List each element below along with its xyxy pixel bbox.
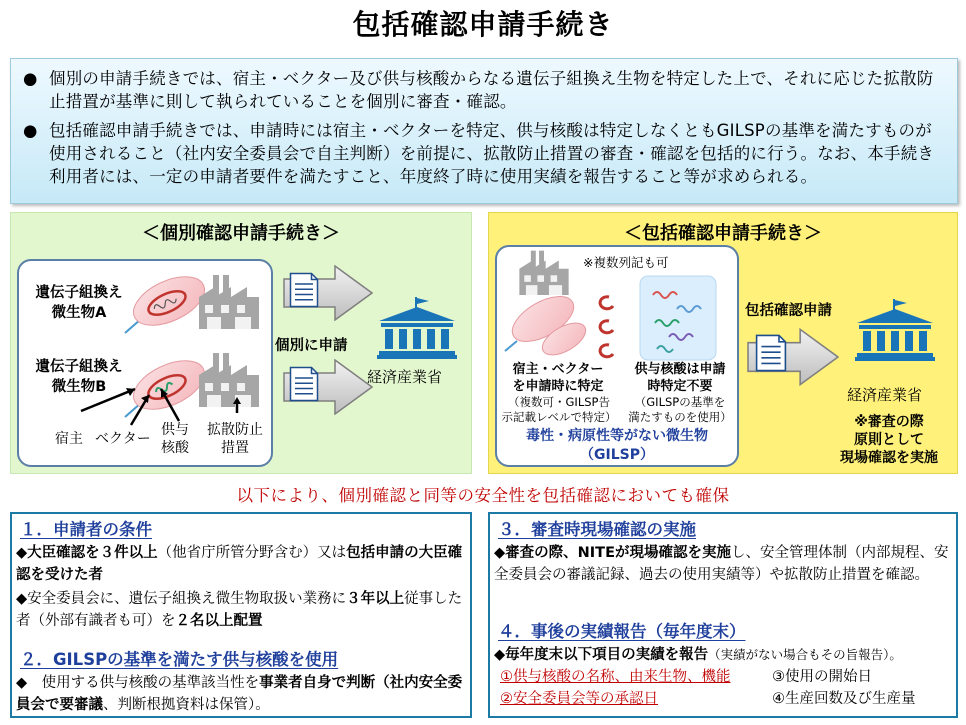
report-item-2 xyxy=(500,688,658,710)
s2-i1-normal2: 、判断根拠資料は保管）。 xyxy=(103,697,270,713)
note-line2: 原則として xyxy=(854,432,924,448)
gilsp-line2: （GILSP） xyxy=(580,447,654,463)
document-icon xyxy=(289,271,319,309)
gilsp-label xyxy=(495,427,739,465)
organism-b-line2: 微生物B xyxy=(51,379,107,395)
donor-line2: 核酸 xyxy=(161,440,189,456)
s4-i1-small: （実績がない場合もその旨報告）。 xyxy=(708,647,902,662)
containment-label xyxy=(207,421,263,457)
comprehensive-heading: ＜包括確認申請手続き＞ xyxy=(624,223,822,244)
s4-i1-bold: ◆毎年度末以下項目の実績を報告 xyxy=(494,647,709,663)
donor-sub2: 満たすものを使用） xyxy=(628,410,732,424)
individual-procedure-panel xyxy=(10,212,472,474)
containment-line1: 拡散防止 xyxy=(207,422,263,438)
individual-heading: ＜個別確認申請手続き＞ xyxy=(142,223,340,244)
donor-sub1: （GILSPの基準を xyxy=(634,395,726,409)
section-4-body xyxy=(494,644,952,666)
bullet-icon: ● xyxy=(23,69,38,88)
s2-i1-bold: 事業者自身で判断（社内安全委員会で要審議 xyxy=(16,675,463,713)
section-4-title: ４．事後の実績報告（毎年度末） xyxy=(498,622,746,641)
s1-i2-bold2: ２名以上配置 xyxy=(175,613,263,629)
s1-i1-bold2: 包括申請の大臣確認を受けた者 xyxy=(16,545,463,583)
report-item-2-text: ②安全委員会等の承認日 xyxy=(500,691,658,707)
ministry-label: 経済産業省 xyxy=(847,386,923,404)
s1-i1-bold: ◆大臣確認を３件以上 xyxy=(16,545,158,561)
intro-box xyxy=(10,58,958,204)
containment-line2: 措置 xyxy=(221,440,249,456)
onsite-check-note xyxy=(825,413,953,467)
intro-item-2 xyxy=(23,119,947,188)
host-vector-label xyxy=(503,361,613,395)
ministry-building-icon xyxy=(855,299,935,361)
host-vector-sub xyxy=(497,395,621,425)
donor-line1: 供与 xyxy=(161,422,189,438)
report-item-3: ③使用の開始日 xyxy=(772,669,872,685)
s1-i2-normal2: 従事した者（外部有識者も可）を xyxy=(16,591,463,629)
note-line1: ※審査の際 xyxy=(854,414,924,430)
vector-label: ベクター xyxy=(95,431,151,447)
donor-nr-line2: 時特定不要 xyxy=(647,379,713,394)
report-item-1-text: ①供与核酸の名称、由来生物、機能 xyxy=(500,669,731,685)
intro-text-2: 包括確認申請手続きでは、申請時には宿主・ベクターを特定、供与核酸は特定しなくともGILSPの基準を満たすものが使用されること（社内安全委員会で自主判断）を前提に、拡散防止措置の審査・確認を包括的に行う。なお、本手続き利用者には、一定の申請者要件を満たすこと、年度終了時に使用実績を報告すること等が求められる。 xyxy=(49,121,935,186)
intro-item-1 xyxy=(23,67,947,113)
bullet-icon: ● xyxy=(23,121,38,140)
s2-i1-normal: ◆ 使用する供与核酸の基準該当性を xyxy=(16,675,260,691)
section-3-title: ３．審査時現場確認の実施 xyxy=(498,520,696,539)
host-vector-line2: を申請時に特定 xyxy=(512,379,604,394)
s1-i1-normal: （他省庁所管分野含む）又は xyxy=(157,545,347,561)
section-1-item-2 xyxy=(16,588,466,632)
document-icon xyxy=(289,365,319,403)
gilsp-line1: 毒性・病原性等がない微生物 xyxy=(526,428,708,444)
safety-tagline: 以下により、個別確認と同等の安全性を包括確認においても確保 xyxy=(236,486,730,505)
intro-text-1: 個別の申請手続きでは、宿主・ベクター及び供与核酸からなる遺伝子組換え生物を特定した上で、それに応じた拡散防止措置が基準に則して執られていることを個別に審査・確認。 xyxy=(49,69,934,111)
report-item-1 xyxy=(500,666,731,688)
section-2-item-1 xyxy=(16,672,466,716)
s1-i2-normal: ◆安全委員会に、遺伝子組換え微生物取扱い業務に xyxy=(16,591,347,607)
donor-not-required-label xyxy=(625,361,735,395)
section-1-title: １．申請者の条件 xyxy=(20,520,152,539)
microbe-host-icon xyxy=(537,317,591,361)
note-line3: 現場確認を実施 xyxy=(840,450,938,466)
dna-fragments-icon xyxy=(639,275,717,361)
section-2-title: ２．GILSPの基準を満たす供与核酸を使用 xyxy=(20,650,339,669)
donor-sub xyxy=(623,395,737,425)
s1-i2-bold: ３年以上 xyxy=(346,591,405,607)
vector-rings-icon xyxy=(589,291,619,363)
donor-nr-line1: 供与核酸は申請 xyxy=(634,362,726,377)
comprehensive-apply-label: 包括確認申請 xyxy=(745,303,832,319)
report-item-4: ④生産回数及び生産量 xyxy=(772,691,916,707)
organism-a-line2: 微生物A xyxy=(51,305,107,321)
ministry-label: 経済産業省 xyxy=(367,368,443,386)
host-vector-sub1: （複数可・GILSP告 xyxy=(508,395,610,409)
section-1-item-1 xyxy=(16,542,466,586)
section-1-body xyxy=(16,542,466,632)
organism-b-line1: 遺伝子組換え xyxy=(35,359,123,375)
section-4-item-1 xyxy=(494,644,952,666)
donor-label xyxy=(161,421,189,457)
document-icon xyxy=(755,333,787,373)
section-3-body xyxy=(494,542,952,586)
individual-apply-label: 個別に申請 xyxy=(275,338,348,354)
comprehensive-procedure-panel xyxy=(488,212,958,474)
host-label: 宿主 xyxy=(55,431,83,447)
host-vector-line1: 宿主・ベクター xyxy=(512,362,604,377)
host-vector-sub2: 示記載レベルで特定） xyxy=(501,410,617,424)
factory-icon xyxy=(519,249,569,295)
multi-listing-note: ※複数列記も可 xyxy=(583,255,669,270)
section-3-item-1 xyxy=(494,542,952,586)
page-title: 包括確認申請手続き xyxy=(352,8,614,41)
section-2-body xyxy=(16,672,466,716)
ministry-building-icon xyxy=(377,297,457,359)
s3-i1-normal: し、安全管理体制（内部規程、安全委員会の審議記録、過去の使用実績等）や拡散防止措置を確認。 xyxy=(494,545,949,583)
organism-a-line1: 遺伝子組換え xyxy=(35,285,123,301)
s3-i1-bold: ◆審査の際、NITEが現場確認を実施 xyxy=(494,545,731,561)
